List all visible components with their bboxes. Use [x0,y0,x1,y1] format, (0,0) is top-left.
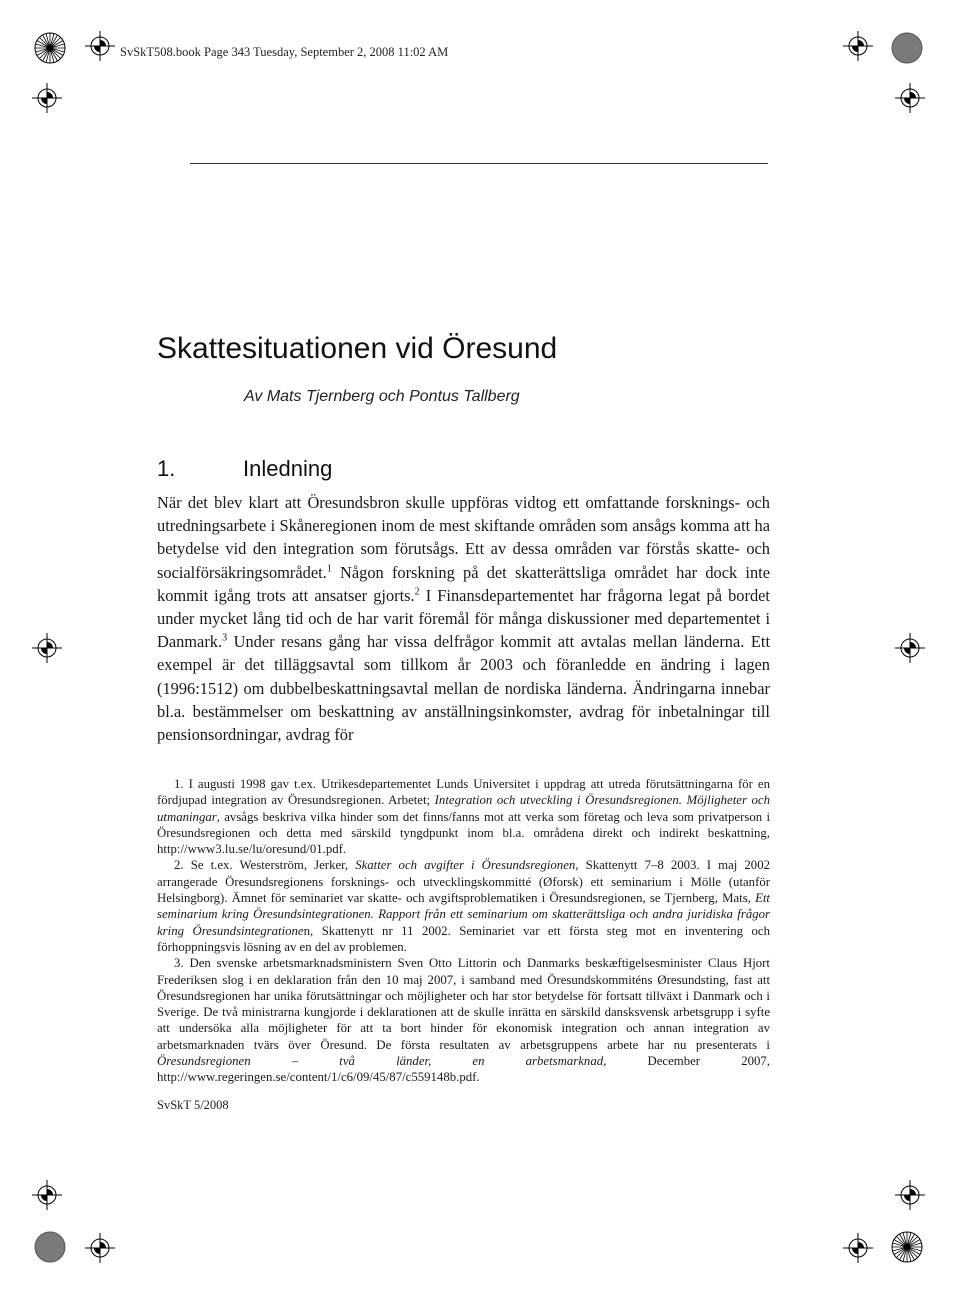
crosshair-icon [85,1233,115,1263]
footnote-2 [157,857,770,955]
footnote-text: 3. Den svenske arbetsmarknadsministern Sven Otto Littorin och Danmarks beskæftigelsesminister Claus Hjort Frederiksen slog i en deklaration från den 10 maj 2007, i samband med Öresundskommiténs Øresundsting, fast att Öresundsregionen har unika förutsättningar och möjligheter och har stor betydelse för fortsatt tillväxt i Danmark och i Sverige. De två ministrarna kungjorde i deklarationen att de skulle inrätta en särskild dansksvensk arbetsgrupp i syfte att undersöka alla möjligheter för att ta bort hinder för ekonomisk integration och annan integration av arbetsmarknaden tvärs över Öresund. De första resultaten av arbetsgruppens arbete har nu presenterats i [157,956,770,1052]
footnote-text: 2. Se t.ex. Westerström, Jerker, [174,858,356,873]
body-text: I Finansdepartementet har frågorna legat på bordet under mycket lång tid och de har varit föremål för många diskussioner med departementet i Danmark. [157,585,770,652]
crosshair-icon [895,83,925,113]
crosshair-icon [843,31,873,61]
crosshair-icon [843,1233,873,1263]
footnote-3 [157,955,770,1085]
gray-dot-icon [35,1232,65,1262]
body-paragraph [157,491,770,746]
body-text: Under resans gång har vissa delfrågor kommit att avtalas mellan länderna. Ett exempel är det tilläggsavtal som tillkom år 2003 och föranledde en ändring i lagen (1996:1512) om dubbelbeskattningsavtal mellan de nordiska länderna. Ändringarna innebar bl.a. bestämmelser om beskattning av anställningsinkomster, avdrag för inbetalningar till pensionsordningar, avdrag för [157,632,770,745]
article-authors: Av Mats Tjernberg och Pontus Tallberg [244,388,520,405]
footnote-text: n, Skattenytt nr 11 2002. Seminariet var ett första steg mot en inventering och förhoppningsvis lösning av en del av problemen. [157,923,770,954]
footnote-text: , December 2007, http://www.regeringen.se/content/1/c6/09/45/87/c559148b.pdf. [157,1054,770,1085]
section-title: Inledning [243,456,333,481]
book-slug-line: SvSkT508.book Page 343 Tuesday, September 2, 2008 11:02 AM [120,45,449,59]
footnote-1 [157,776,770,857]
footnote-ref-1: 1 [326,563,332,575]
crosshair-icon [32,633,62,663]
crosshair-icon [85,31,115,61]
footnote-ref-2: 2 [414,586,420,598]
journal-footer: SvSkT 5/2008 [157,1098,229,1112]
section-heading [157,456,332,482]
footnote-text: , avsågs beskriva vilka hinder som det finns/fanns mot att verka som företag och leva som privatperson i Öresundsregionen och detta med särskild tyngdpunkt inom bl.a. områdena direkt och indirekt beskattning, http://www3.lu.se/lu/oresund/01.pdf. [157,809,770,857]
article-title: Skattesituationen vid Öresund [157,332,558,365]
footnote-italic: Skatter och avgifter i Öresundsregionen [355,858,576,873]
footnote-italic: Integration och utveckling i Öresundsregionen. Möjligheter och utmaningar [157,793,770,824]
section-number: 1. [157,456,176,481]
crosshair-icon [895,1180,925,1210]
footnote-text: 1. I augusti 1998 gav t.ex. Utrikesdepartementet Lunds Universitet i uppdrag att utreda förutsättningarna för en fördjupad integration av Öresundsregionen. Arbetet; [157,777,770,808]
header-rule [190,163,768,164]
body-text: Någon forskning på det skatterättsliga området har dock inte kommit igång trots att ansatser gjorts. [157,562,770,605]
starburst-icon [892,1232,922,1262]
gray-dot-icon [892,33,922,63]
crosshair-icon [32,83,62,113]
footnote-italic: Öresundsregionen – två länder, en arbetsmarknad [157,1054,604,1069]
body-text: När det blev klart att Öresundsbron skulle uppföras vidtog ett omfattande forsknings- och utredningsarbete i Skåneregionen inom de mest skiftande områden som ansågs komma att ha betydelse vid den integration som förutsågs. Ett av dessa områden var förstås skatte- och socialförsäkringsområdet. [157,493,770,582]
starburst-icon [35,33,65,63]
crosshair-icon [32,1180,62,1210]
footnote-italic: Ett seminarium kring Öresundsintegrationen. Rapport från ett seminarium om skatterättsliga och andra juridiska frågor kring Öresundsintegratione [157,891,770,938]
footnote-ref-3: 3 [222,632,228,644]
crosshair-icon [895,633,925,663]
footnotes [157,776,770,1086]
footnote-text: , Skattenytt 7–8 2003. I maj 2002 arrangerade Öresundsregionens forsknings- och utvecklingskommitté (Øforsk) ett seminarium i Mölle (utanför Helsingborg). Ämnet för seminariet var skatte- och avgiftsproblematiken i Öresundsregionen, se Tjernberg, Mats, [157,858,770,906]
